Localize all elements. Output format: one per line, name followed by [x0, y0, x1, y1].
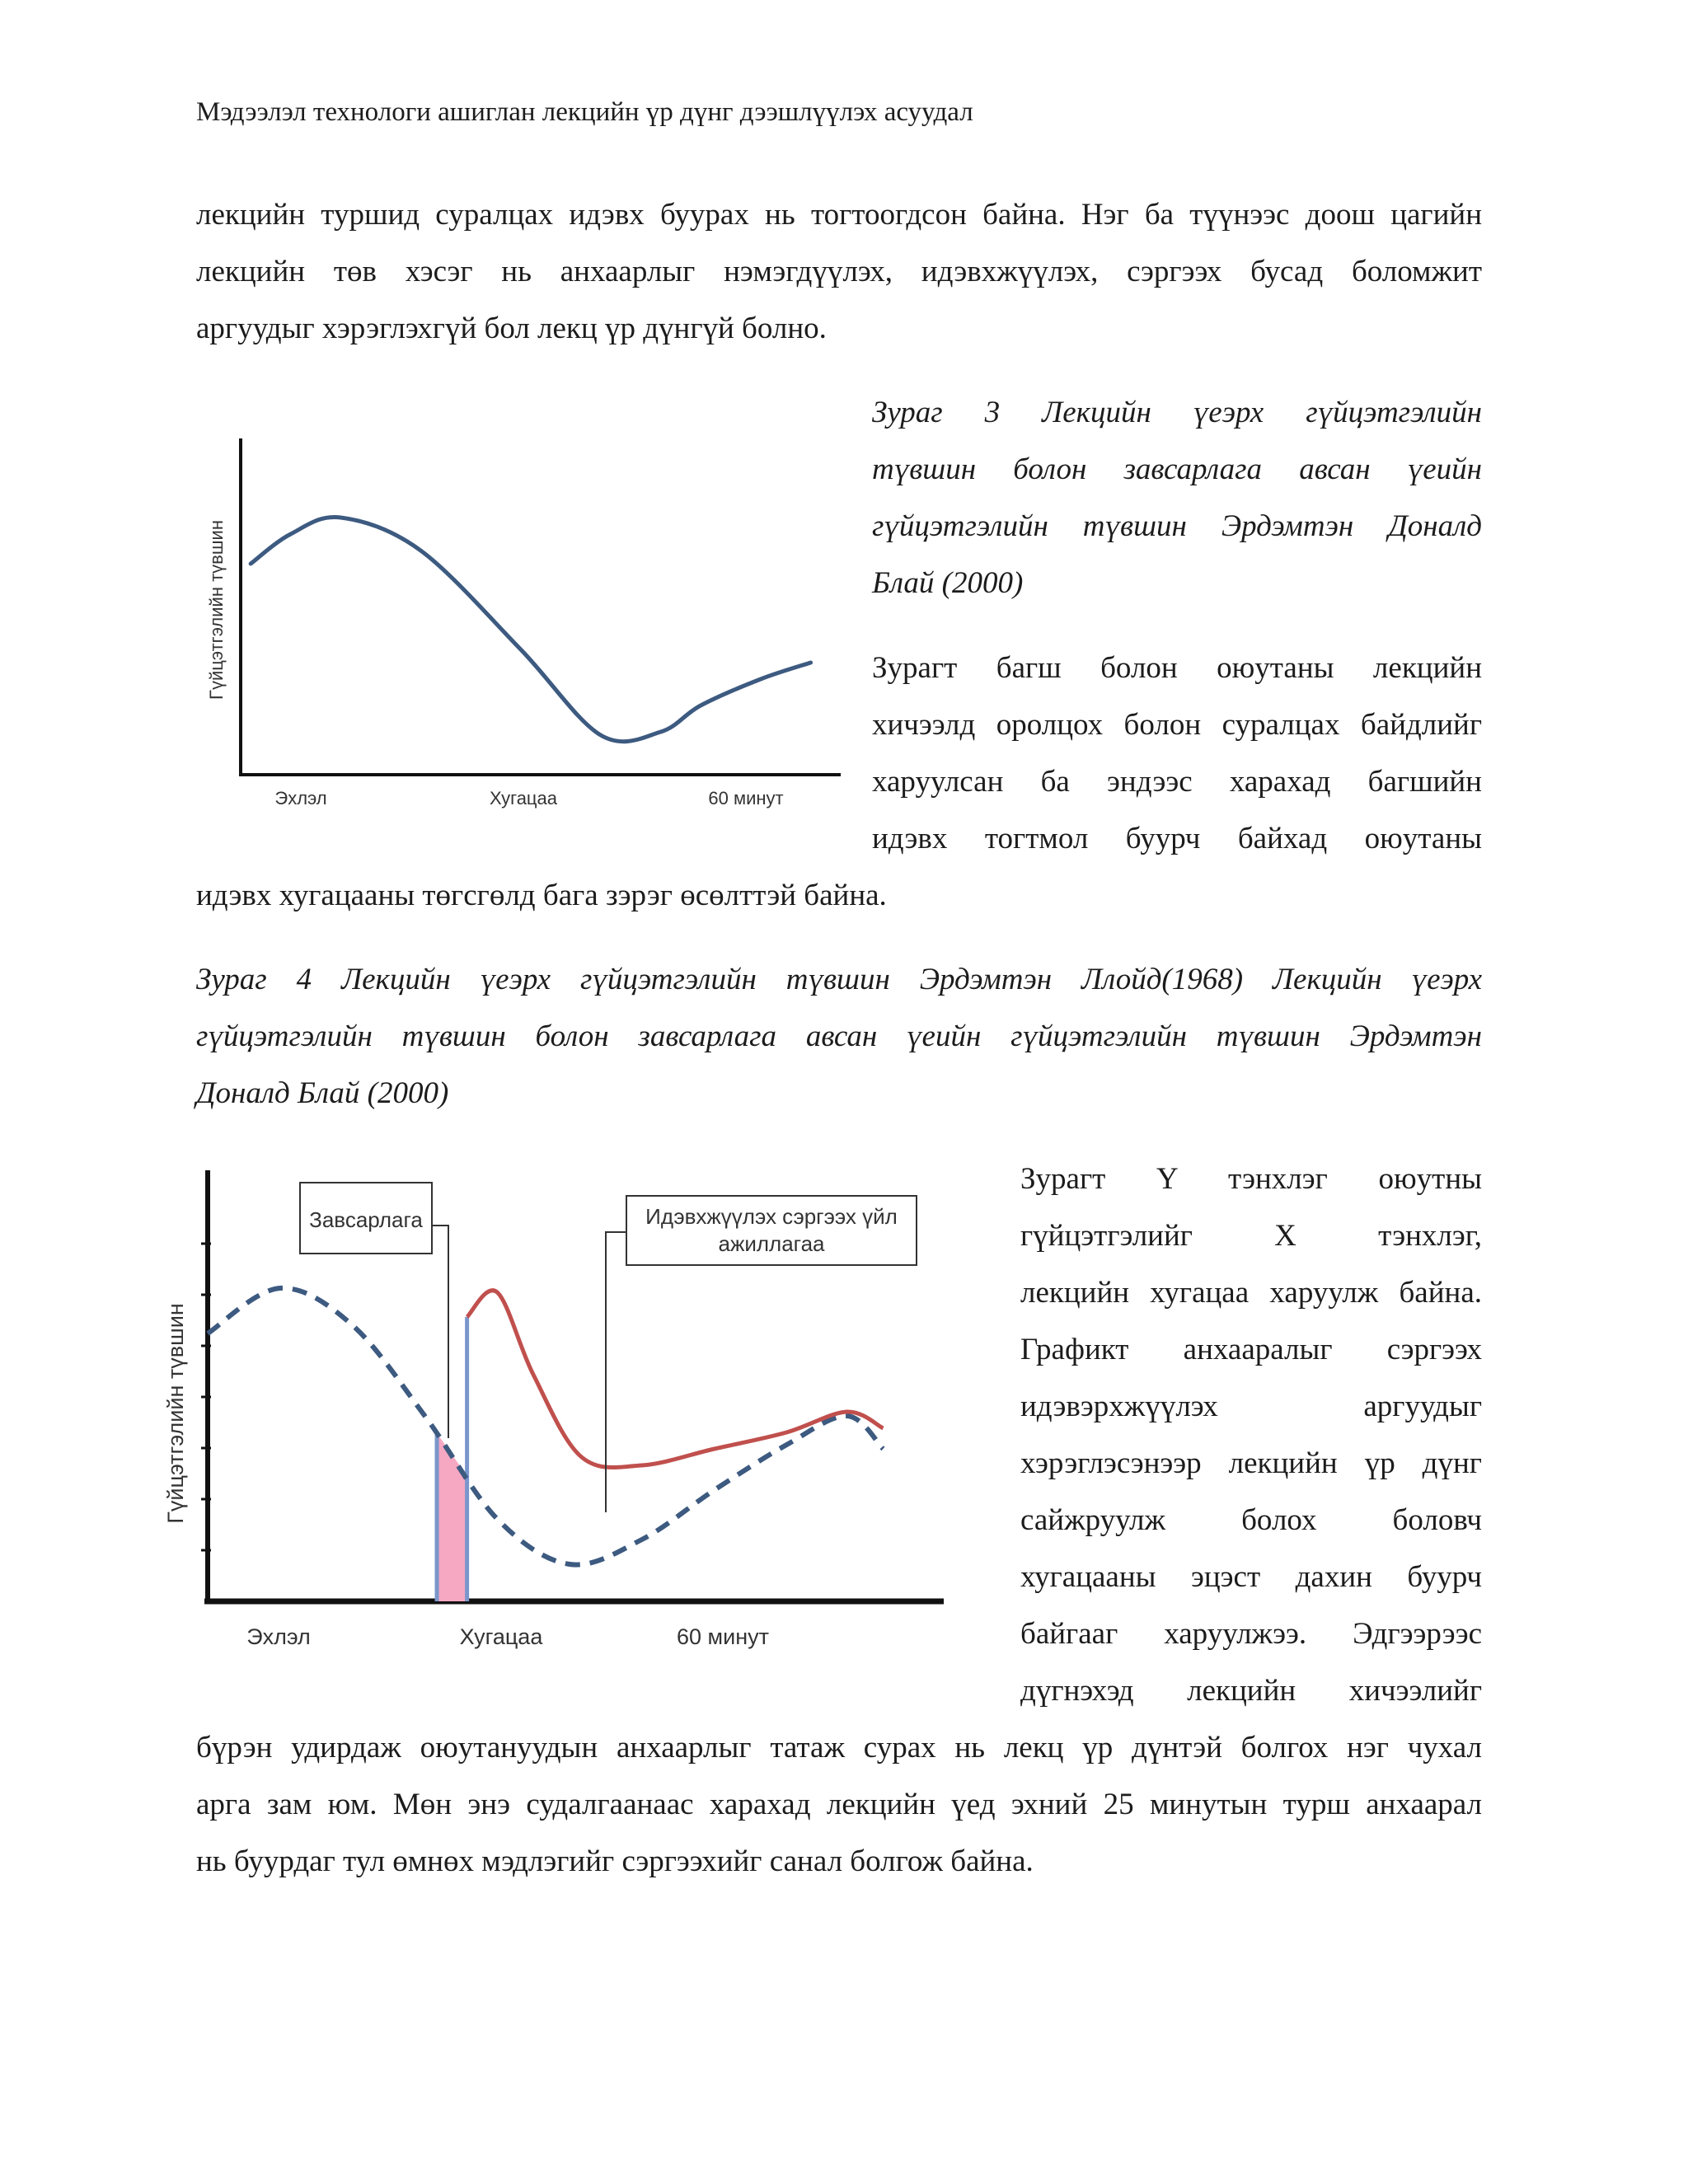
fig3-x-tick-0: Эхлэл [274, 788, 327, 808]
fig4-text-line-10: дүгнэхэд лекцийн хичээлийг [1020, 1674, 1482, 1708]
intro-paragraph [196, 186, 1482, 357]
fig4-text-line-3: лекцийн хугацаа харуулж байна. [1020, 1276, 1482, 1310]
fig3-text-line-1: Зурагт багш болон оюутаны лекцийн [872, 651, 1482, 685]
figure3-description [872, 640, 1482, 867]
fig4-caption-line-1: Зураг 4 Лекцийн үеэрх гүйцэтгэлийн түвшин Эрдэмтэн Ллойд(1968) Лекцийн үеэрх [196, 963, 1482, 996]
fig4-text-line-5: идэвэрхжүүлэх аргуудыг [1020, 1390, 1482, 1423]
fig3-caption-line-4: Блай (2000) [872, 566, 1024, 600]
intro-line-1: лекцийн туршид суралцах идэвх буурах нь тогтоогдсон байна. Нэг ба түүнээс доош цагийн [196, 198, 1482, 232]
fig4-x-tick-2: 60 минут [677, 1624, 769, 1649]
annotation-activation-label-2: ажиллагаа [718, 1231, 825, 1256]
annotation-activation-label: Идэвхжүүлэх сэргээх үйл [645, 1204, 898, 1229]
fig3-y-label: Гүйцэтгэлийн түвшин [206, 520, 227, 700]
fig4-series-line-0 [208, 1288, 883, 1565]
fig4-x-tick-0: Эхлэл [246, 1624, 311, 1649]
fig3-text-line-3: харуулсан ба эндээс харахад багшийн [872, 765, 1482, 799]
fig4-y-label: Гүйцэтгэлийн түвшин [163, 1303, 188, 1524]
fig4-text-line-9: байгааг харуулжээ. Эдгээрээс [1020, 1617, 1482, 1651]
fig3-text-line-4: идэвх тогтмол буурч байхад оюутаны [872, 822, 1482, 855]
fig3-caption-line-3: гүйцэтгэлийн түвшин Эрдэмтэн Доналд [872, 509, 1482, 543]
figure4-caption [196, 951, 1482, 1122]
fig4-series-line-1 [467, 1291, 884, 1468]
fig4-text-line-2: гүйцэтгэлийг X тэнхлэг, [1020, 1219, 1482, 1253]
fig3-text-line-2: хичээлд оролцох болон суралцах байдлийг [872, 708, 1482, 742]
figure3-chart [198, 429, 857, 816]
figure3-continuation: идэвх хугацааны төгсгөлд бага зэрэг өсөлттэй байна. [196, 879, 887, 912]
annotation-break-label: Завсарлага [309, 1207, 423, 1232]
intro-line-3: аргуудыг хэрэглэхгүй бол лекц үр дүнгүй болно. [196, 312, 827, 345]
fig4-x-tick-1: Хугацаа [459, 1624, 543, 1649]
fig4-text-line-4: Графикт анхааралыг сэргээх [1020, 1333, 1482, 1366]
figure4-chart [157, 1166, 964, 1669]
fig3-series-line-0 [251, 517, 810, 741]
annotation-break-leader [432, 1226, 448, 1438]
intro-line-2: лекцийн төв хэсэг нь анхаарлыг нэмэгдүүлэх, идэвхжүүлэх, сэргээх бусад боломжит [196, 255, 1482, 288]
closing-line-2: арга зам юм. Мөн энэ судалгаанаас харахад лекцийн үед эхний 25 минутын турш анхаарал [196, 1788, 1482, 1821]
fig4-caption-line-3: Доналд Блай (2000) [196, 1076, 449, 1110]
fig3-x-tick-1: Хугацаа [489, 788, 558, 808]
figure4-description [1020, 1151, 1482, 1719]
closing-paragraph [196, 1719, 1482, 1890]
fig4-text-line-6: хэрэглэсэнээр лекцийн үр дүнг [1020, 1446, 1482, 1480]
figure3-caption [872, 384, 1482, 612]
closing-line-1: бүрэн удирдаж оюутануудын анхаарлыг татаж сурах нь лекц үр дүнтэй болгох нэг чухал [196, 1731, 1482, 1765]
fig4-caption-line-2: гүйцэтгэлийн түвшин болон завсарлага авсан үеийн гүйцэтгэлийн түвшин Эрдэмтэн [196, 1019, 1482, 1053]
closing-line-3: нь буурдаг тул өмнөх мэдлэгийг сэргээхийг санал болгож байна. [196, 1844, 1034, 1878]
running-header: Мэдээлэл технологи ашиглан лекцийн үр дүнг дээшлүүлэх асуудал [196, 97, 973, 127]
fig3-caption-line-1: Зураг 3 Лекцийн үеэрх гүйцэтгэлийн [872, 396, 1482, 429]
fig4-text-line-8: хугацааны эцэст дахин буурч [1020, 1560, 1482, 1594]
fig3-caption-line-2: түвшин болон завсарлага авсан үеийн [872, 452, 1482, 486]
annotation-activation-leader [606, 1232, 626, 1512]
fig3-x-tick-2: 60 минут [708, 788, 784, 808]
fig4-text-line-7: сайжруулж болох боловч [1020, 1503, 1482, 1537]
fig4-text-line-1: Зурагт Y тэнхлэг оюутны [1020, 1162, 1482, 1196]
